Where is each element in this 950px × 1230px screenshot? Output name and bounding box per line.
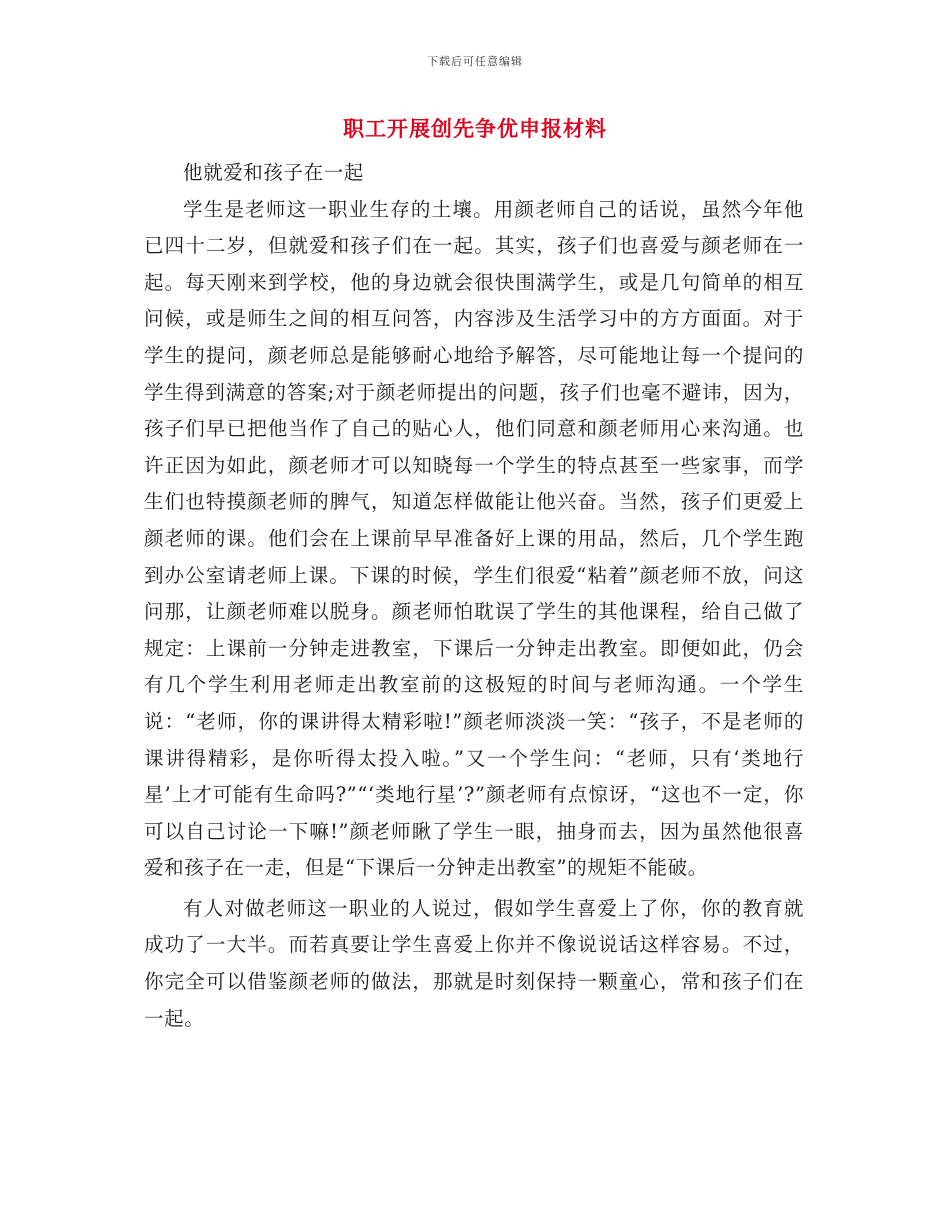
- paragraph-main: 学生是老师这一职业生存的土壤。用颜老师自己的话说，虽然今年他已四十二岁，但就爱和孩子们在一起。其实，孩子们也喜爱与颜老师在一起。每天刚来到学校，他的身边就会很快围满学生，或是几句简单的相互问候，或是师生之间的相互问答，内容涉及生活学习中的方方面面。对于学生的提问，颜老师总是能够耐心地给予解答，尽可能地让每一个提问的学生得到满意的答案;对于颜老师提出的问题，孩子们也毫不避讳，因为，孩子们早已把他当作了自己的贴心人，他们同意和颜老师用心来沟通。也许正因为如此，颜老师才可以知晓每一个学生的特点甚至一些家事，而学生们也特摸颜老师的脾气，知道怎样做能让他兴奋。当然，孩子们更爱上颜老师的课。他们会在上课前早早准备好上课的用品，然后，几个学生跑到办公室请老师上课。下课的时候，学生们很爱“粘着”颜老师不放，问这问那，让颜老师难以脱身。颜老师怕耽误了学生的其他课程，给自己做了规定：上课前一分钟走进教室，下课后一分钟走出教室。即便如此，仍会有几个学生利用老师走出教室前的这极短的时间与老师沟通。一个学生说：“老师，你的课讲得太精彩啦!”颜老师淡淡一笑：“孩子，不是老师的课讲得精彩，是你听得太投入啦。”又一个学生问：“老师，只有‘类地行星’上才可能有生命吗?”“‘类地行星’?”颜老师有点惊讶，“这也不一定，你可以自己讨论一下嘛!”颜老师瞅了学生一眼，抽身而去，因为虽然他很喜爱和孩子在一走，但是“下课后一分钟走出教室”的规矩不能破。: [144, 197, 804, 880]
- document-title: 职工开展创先争优申报材料: [343, 117, 607, 141]
- header-note: 下载后可任意编辑: [427, 55, 523, 68]
- document-body: [144, 155, 804, 1037]
- paragraph-subtitle: 他就爱和孩子在一起: [183, 161, 364, 184]
- paragraph-closing: 有人对做老师这一职业的人说过，假如学生喜爱上了你，你的教育就成功了一大半。而若真要让学生喜爱上你并不像说说话这样容易。不过，你完全可以借鉴颜老师的做法，那就是时刻保持一颗童心，常和孩子们在一起。: [144, 896, 804, 1030]
